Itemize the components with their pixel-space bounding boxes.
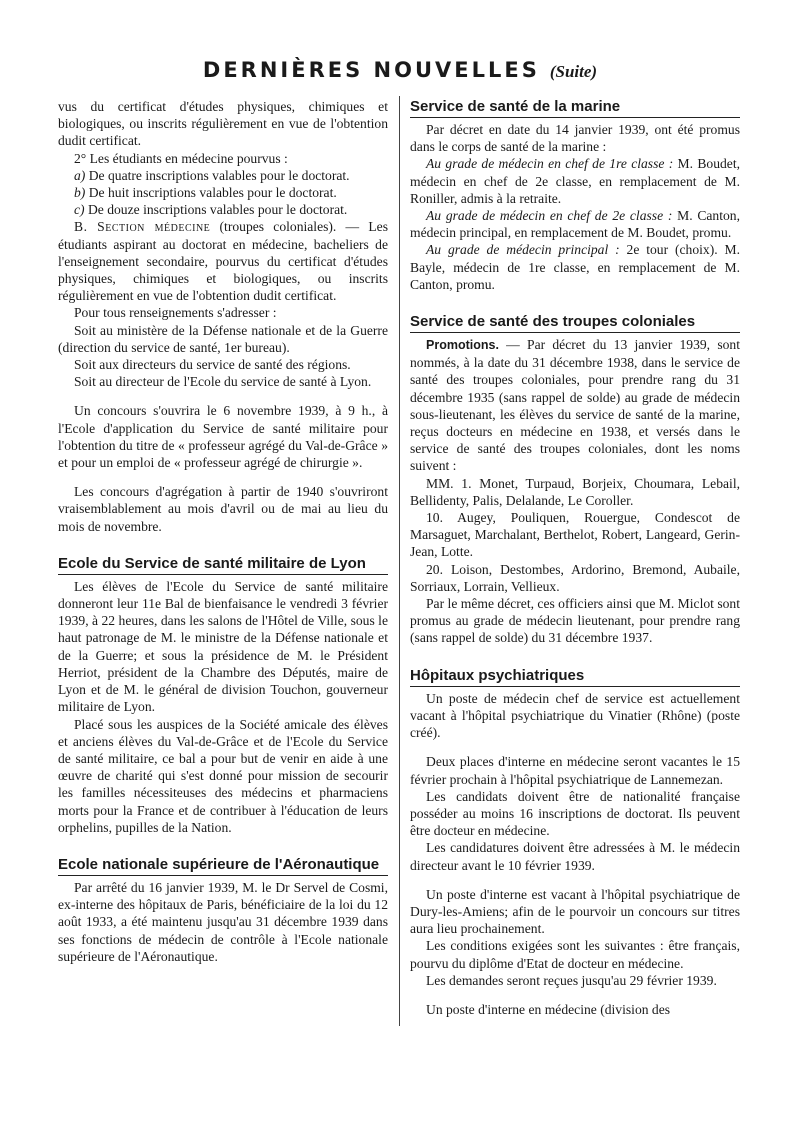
paragraph: Deux places d'interne en médecine seront vacantes le 15 février prochain à l'hôpital psychiatrique de Lannemezan. <box>410 754 740 787</box>
paragraph: Un poste d'interne en médecine (division des <box>426 1001 671 1017</box>
section-lead: B. Section médecine <box>74 219 211 235</box>
paragraph: Les demandes seront reçues jusqu'au 29 février 1939. <box>426 972 717 988</box>
paragraph-text: 2e tour (choix). M. Bayle, médecin de 1re classe, en remplacement de M. Canton, promu. <box>410 242 741 292</box>
paragraph: Soit aux directeurs du service de santé des régions. <box>74 357 351 373</box>
left-column <box>58 98 388 965</box>
paragraph <box>58 218 388 304</box>
paragraph-text: M. Canton, médecin principal, en remplacement de M. Boudet, promu. <box>410 208 740 241</box>
paragraph: Soit au ministère de la Défense nationale et de la Guerre (direction du service de santé, 1er bureau). <box>58 322 388 355</box>
paragraph: Les candidatures doivent être adressées à M. le médecin directeur avant le 10 février 1939. <box>410 840 740 873</box>
paragraph: Soit au directeur de l'Ecole du service de santé à Lyon. <box>74 374 372 390</box>
paragraph: 10. Augey, Pouliquen, Rouergue, Condescot de Marsaguet, Marchalant, Berthelot, Robert, Langeard, Gerin-Jean, Lotte. <box>410 510 740 560</box>
list-item <box>58 201 388 218</box>
section-heading: Ecole nationale supérieure de l'Aéronautique <box>58 856 388 876</box>
paragraph: Par arrêté du 16 janvier 1939, M. le Dr Servel de Cosmi, ex-interne des hôpitaux de Paris, bénéficiaire de la loi du 12 août 1933, a été maintenu jusqu'au 31 décembre 1939 dans ses fonctions de médecin de contrôle à l'Ecole nationale supérieure de l'Aéronautique. <box>58 879 388 964</box>
section-heading: Service de santé des troupes coloniales <box>410 313 740 333</box>
list-item <box>58 167 388 184</box>
list-letter: c) <box>74 202 85 218</box>
section-lead: Promotions. <box>426 338 499 353</box>
paragraph-text: (troupes coloniales). — Les étudiants aspirant au doctorat en médecine, bacheliers de l'enseignement secondaire, pourvus du certificat d'études physiques, chimiques et biologiques, ou inscrits régulièrement en vue de l'obtention dudit certificat. <box>58 219 388 304</box>
list-letter: b) <box>74 185 86 201</box>
paragraph: Un concours s'ouvrira le 6 novembre 1939, à 9 h., à l'Ecole d'application du Service de santé militaire pour l'obtention du titre de « professeur agrégé du Val-de-Grâce » et pour un emploi de « professeur agrégé de chirurgie ». <box>58 403 388 471</box>
paragraph: Un poste de médecin chef de service est actuellement vacant à l'hôpital psychiatrique du Vinatier (Rhône) (poste créé). <box>410 690 740 741</box>
paragraph-text: — Par décret du 13 janvier 1939, sont nommés, à la date du 31 décembre 1938, dans le service de santé des troupes coloniales, pour prendre rang du 31 décembre 1935 (sans rappel de solde) au grade de médecin sous-lieutenant, les élèves du service de santé de la marine, reçus docteurs en médecine en 1938, et versés dans le service de santé des troupes coloniales, dont les noms suivent : <box>410 337 740 474</box>
paragraph <box>410 336 740 475</box>
paragraph <box>410 241 740 293</box>
paragraph: 20. Loison, Destombes, Ardorino, Bremond, Aubaile, Sorriaux, Lorrain, Vellieux. <box>410 561 740 594</box>
paragraph <box>410 207 740 241</box>
grade-label: Au grade de médecin en chef de 2e classe : <box>426 208 673 224</box>
paragraph: Les candidats doivent être de nationalité française posséder au moins 16 inscriptions de doctorat. Ils peuvent être docteur en médecine. <box>410 788 740 839</box>
list-text: De quatre inscriptions valables pour le doctorat. <box>88 167 350 183</box>
section-heading: Hôpitaux psychiatriques <box>410 667 740 687</box>
section-heading: Ecole du Service de santé militaire de Lyon <box>58 555 388 575</box>
paragraph: 2° Les étudiants en médecine pourvus : <box>74 150 288 166</box>
paragraph: Un poste d'interne est vacant à l'hôpital psychiatrique de Dury-les-Amiens; afin de le pourvoir un concours sur titres aura lieu prochainement. <box>410 886 740 937</box>
paragraph-text: M. Boudet, médecin en chef de 2e classe, en remplacement de M. Roniller, admis à la retraite. <box>410 156 740 206</box>
paragraph <box>410 155 740 207</box>
paragraph: Placé sous les auspices de la Société amicale des élèves et anciens élèves du Val-de-Grâce et de l'Ecole du Service de santé militaire, ce bal a pour but de venir en aide à une œuvre de charité qui s'est donné pour mission de secourir les familles nécessiteuses des médecins et pharmaciens morts pour la France et de contribuer à l'éducation de leurs orphelins, pupilles de la Nation. <box>58 716 388 835</box>
paragraph: Les conditions exigées sont les suivantes : être français, pourvu du diplôme d'Etat de docteur en médecine. <box>410 938 740 971</box>
paragraph: Les concours d'agrégation à partir de 1940 s'ouvriront vraisemblablement au mois d'avril ou de mai au lieu du mois de novembre. <box>58 484 388 534</box>
paragraph: Les élèves de l'Ecole du Service de santé militaire donneront leur 11e Bal de bienfaisance le vendredi 3 février 1939, à 22 heures, dans les salons de l'Hôtel de Ville, sous le haut patronage de M. le ministre de la Défense nationale et de la Guerre; et sous la présidence de M. le Président Herriot, président de la Chambre des Députés, maire de Lyon et de M. le général de division Touchon, gouverneur militaire de Lyon. <box>58 578 388 715</box>
page-header <box>0 58 800 82</box>
page-title-suite: (Suite) <box>549 62 598 81</box>
list-letter: a) <box>74 167 86 183</box>
paragraph: vus du certificat d'études physiques, chimiques et biologiques, ou inscrits régulièrement en vue de l'obtention dudit certificat. <box>58 99 388 149</box>
right-column <box>410 98 740 1018</box>
grade-label: Au grade de médecin en chef de 1re classe : <box>426 156 674 172</box>
paragraph: Pour tous renseignements s'adresser : <box>74 305 277 321</box>
paragraph: Par le même décret, ces officiers ainsi que M. Miclot sont promus au grade de médecin lieutenant, pour prendre rang (sans rappel de solde) du 31 décembre 1937. <box>410 596 740 646</box>
column-divider <box>399 96 400 1026</box>
list-item <box>58 184 388 201</box>
list-text: De huit inscriptions valables pour le doctorat. <box>88 185 337 201</box>
section-heading: Service de santé de la marine <box>410 98 740 118</box>
page-title: DERNIÈRES NOUVELLES <box>202 58 540 82</box>
grade-label: Au grade de médecin principal : <box>426 242 620 258</box>
paragraph: Par décret en date du 14 janvier 1939, ont été promus dans le corps de santé de la marine : <box>410 122 740 155</box>
list-text: De douze inscriptions valables pour le doctorat. <box>87 202 348 218</box>
paragraph: MM. 1. Monet, Turpaud, Borjeix, Choumara, Lebail, Bellidenty, Palis, Delalande, Le Coroller. <box>410 475 740 508</box>
